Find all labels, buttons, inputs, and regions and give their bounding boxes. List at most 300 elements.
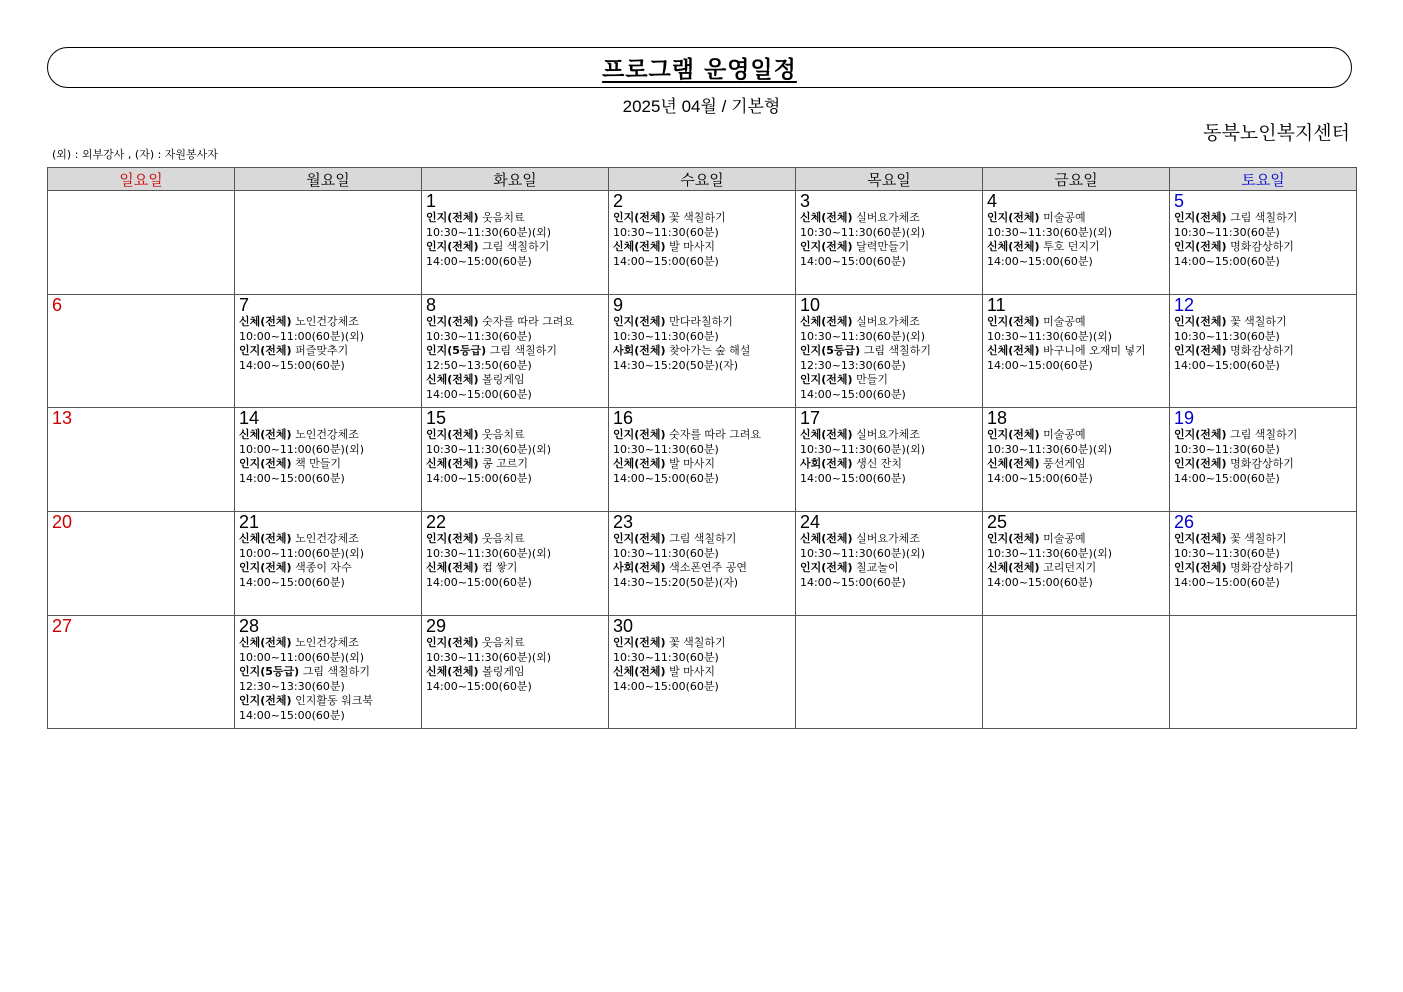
- weekday-header-monday: 월요일: [235, 168, 422, 191]
- event-time: 10:30~11:30(60분): [1174, 546, 1280, 560]
- calendar-day-cell: [609, 512, 796, 616]
- weekday-header-saturday: 토요일: [1170, 168, 1357, 191]
- program-event: [239, 428, 417, 457]
- event-category: 인지(전체): [426, 636, 479, 649]
- event-time: 14:00~15:00(60분): [1174, 358, 1280, 372]
- program-event: [1174, 428, 1352, 457]
- event-time: 10:30~11:30(60분)(외): [987, 442, 1113, 456]
- event-category: 인지(전체): [1174, 344, 1227, 357]
- event-category: 신체(전체): [987, 457, 1040, 470]
- program-event: [987, 211, 1165, 240]
- program-event: [800, 315, 978, 344]
- event-time: 14:00~15:00(60분): [239, 358, 345, 372]
- calendar-body: [48, 191, 1357, 729]
- event-time: 10:00~11:00(60분)(외): [239, 650, 365, 664]
- program-event: [1174, 561, 1352, 590]
- event-time: 14:30~15:20(50분)(자): [613, 358, 739, 372]
- event-name: 실버요가체조: [856, 428, 920, 441]
- program-event: [987, 344, 1165, 373]
- event-time: 14:00~15:00(60분): [800, 387, 906, 401]
- program-event: [426, 561, 604, 590]
- event-time: 14:00~15:00(60분): [1174, 254, 1280, 268]
- event-name: 만들기: [856, 373, 888, 386]
- event-time: 10:30~11:30(60분)(외): [800, 546, 926, 560]
- event-category: 인지(전체): [1174, 240, 1227, 253]
- program-event: [987, 240, 1165, 269]
- event-category: 신체(전체): [800, 428, 853, 441]
- event-time: 10:30~11:30(60분): [613, 225, 719, 239]
- event-time: 14:00~15:00(60분): [613, 471, 719, 485]
- calendar-empty-cell: [983, 616, 1170, 729]
- day-number: 11: [987, 295, 1006, 315]
- program-event: [239, 694, 417, 723]
- event-name: 실버요가체조: [856, 532, 920, 545]
- event-name: 노인건강체조: [295, 428, 359, 441]
- event-time: 14:00~15:00(60분): [1174, 575, 1280, 589]
- event-time: 14:00~15:00(60분): [613, 254, 719, 268]
- event-time: 14:00~15:00(60분): [800, 254, 906, 268]
- event-name: 볼링게임: [482, 665, 525, 678]
- program-event: [1174, 532, 1352, 561]
- event-category: 신체(전체): [800, 532, 853, 545]
- event-name: 명화감상하기: [1230, 561, 1294, 574]
- day-number: 30: [613, 616, 634, 636]
- program-event: [613, 457, 791, 486]
- program-event: [239, 636, 417, 665]
- event-time: 14:00~15:00(60분): [426, 679, 532, 693]
- event-time: 10:30~11:30(60분): [613, 442, 719, 456]
- event-name: 노인건강체조: [295, 532, 359, 545]
- weekday-header-sunday: 일요일: [48, 168, 235, 191]
- event-name: 만다라칠하기: [669, 315, 733, 328]
- event-name: 생신 잔치: [856, 457, 903, 470]
- day-number: 2: [613, 191, 624, 211]
- event-category: 인지(전체): [613, 211, 666, 224]
- calendar-day-cell: [609, 408, 796, 512]
- program-event: [239, 457, 417, 486]
- day-number: 4: [987, 191, 998, 211]
- calendar-day-cell: [796, 512, 983, 616]
- event-time: 14:00~15:00(60분): [800, 471, 906, 485]
- calendar-week-row: [48, 191, 1357, 295]
- event-name: 미술공예: [1043, 532, 1086, 545]
- event-time: 14:00~15:00(60분): [239, 708, 345, 722]
- calendar-day-cell: [1170, 408, 1357, 512]
- event-category: 인지(전체): [1174, 457, 1227, 470]
- day-number: 12: [1174, 295, 1195, 315]
- event-time: 10:00~11:00(60분)(외): [239, 329, 365, 343]
- event-time: 14:00~15:00(60분): [613, 679, 719, 693]
- event-category: 인지(전체): [800, 373, 853, 386]
- event-name: 퍼즐맞추기: [295, 344, 349, 357]
- event-name: 달력만들기: [856, 240, 910, 253]
- event-category: 신체(전체): [987, 344, 1040, 357]
- event-name: 웃음치료: [482, 211, 525, 224]
- program-event: [613, 344, 791, 373]
- event-name: 웃음치료: [482, 428, 525, 441]
- program-event: [426, 428, 604, 457]
- program-event: [239, 561, 417, 590]
- day-number: 7: [239, 295, 250, 315]
- day-number: 13: [52, 408, 73, 428]
- event-category: 신체(전체): [239, 428, 292, 441]
- event-category: 인지(전체): [426, 240, 479, 253]
- event-name: 실버요가체조: [856, 211, 920, 224]
- event-name: 책 만들기: [295, 457, 342, 470]
- event-category: 인지(전체): [1174, 561, 1227, 574]
- event-name: 명화감상하기: [1230, 457, 1294, 470]
- event-category: 인지(전체): [1174, 211, 1227, 224]
- event-time: 10:30~11:30(60분): [1174, 225, 1280, 239]
- event-time: 10:00~11:00(60분)(외): [239, 546, 365, 560]
- event-category: 인지(전체): [987, 532, 1040, 545]
- event-category: 인지(전체): [613, 532, 666, 545]
- calendar-week-row: [48, 408, 1357, 512]
- day-number: 16: [613, 408, 634, 428]
- event-category: 신체(전체): [426, 665, 479, 678]
- calendar-day-cell: [796, 408, 983, 512]
- day-number: 15: [426, 408, 447, 428]
- event-name: 색소폰연주 공연: [669, 561, 747, 574]
- event-name: 찾아가는 숲 해설: [669, 344, 751, 357]
- event-time: 10:30~11:30(60분): [1174, 442, 1280, 456]
- program-event: [426, 315, 604, 344]
- calendar-day-cell: [796, 191, 983, 295]
- day-number: 26: [1174, 512, 1195, 532]
- day-number: 3: [800, 191, 811, 211]
- program-event: [613, 532, 791, 561]
- program-event: [426, 373, 604, 402]
- calendar-day-cell: [422, 512, 609, 616]
- event-category: 사회(전체): [800, 457, 853, 470]
- event-name: 인지활동 워크북: [295, 694, 373, 707]
- event-time: 14:00~15:00(60분): [987, 575, 1093, 589]
- calendar-day-cell: [235, 616, 422, 729]
- event-name: 고리던지기: [1043, 561, 1097, 574]
- event-category: 신체(전체): [800, 211, 853, 224]
- day-number: 18: [987, 408, 1008, 428]
- program-event: [987, 428, 1165, 457]
- calendar-table: [47, 167, 1357, 729]
- event-time: 14:00~15:00(60분): [426, 254, 532, 268]
- day-number: 10: [800, 295, 821, 315]
- event-name: 컵 쌓기: [482, 561, 518, 574]
- legend: (외) : 외부강사 , (자) : 자원봉사자: [52, 148, 218, 161]
- weekday-header-tuesday: 화요일: [422, 168, 609, 191]
- event-category: 신체(전체): [800, 315, 853, 328]
- event-category: 신체(전체): [426, 457, 479, 470]
- day-number: 9: [613, 295, 624, 315]
- event-category: 인지(전체): [987, 211, 1040, 224]
- calendar-day-cell: [235, 408, 422, 512]
- event-time: 14:00~15:00(60분): [800, 575, 906, 589]
- calendar-day-cell: [609, 191, 796, 295]
- page-title: 프로그램 운영일정: [602, 57, 797, 83]
- program-event: [426, 532, 604, 561]
- weekday-header-thursday: 목요일: [796, 168, 983, 191]
- page-subtitle: 2025년 04월 / 기본형: [622, 97, 781, 116]
- title-box: [47, 47, 1352, 88]
- event-name: 노인건강체조: [295, 315, 359, 328]
- event-name: 그림 색칠하기: [863, 344, 931, 357]
- event-name: 미술공예: [1043, 211, 1086, 224]
- calendar-day-cell: [422, 616, 609, 729]
- event-category: 신체(전체): [239, 315, 292, 328]
- day-number: 28: [239, 616, 260, 636]
- event-name: 칠교놀이: [856, 561, 899, 574]
- event-category: 신체(전체): [426, 373, 479, 386]
- event-time: 10:30~11:30(60분)(외): [426, 546, 552, 560]
- calendar-day-cell: [48, 408, 235, 512]
- event-time: 10:30~11:30(60분): [613, 546, 719, 560]
- calendar-day-cell: [609, 616, 796, 729]
- event-time: 14:00~15:00(60분): [1174, 471, 1280, 485]
- event-name: 웃음치료: [482, 532, 525, 545]
- event-name: 바구니에 오재미 넣기: [1043, 344, 1146, 357]
- event-time: 10:30~11:30(60분)(외): [987, 225, 1113, 239]
- calendar-day-cell: [609, 295, 796, 408]
- program-event: [800, 561, 978, 590]
- program-event: [1174, 344, 1352, 373]
- event-name: 미술공예: [1043, 428, 1086, 441]
- event-time: 10:30~11:30(60분)(외): [800, 329, 926, 343]
- event-time: 14:30~15:20(50분)(자): [613, 575, 739, 589]
- program-event: [987, 457, 1165, 486]
- calendar-day-cell: [48, 512, 235, 616]
- event-name: 볼링게임: [482, 373, 525, 386]
- program-event: [613, 636, 791, 665]
- event-time: 10:30~11:30(60분)(외): [426, 442, 552, 456]
- event-name: 명화감상하기: [1230, 240, 1294, 253]
- event-category: 사회(전체): [613, 344, 666, 357]
- event-category: 인지(전체): [800, 240, 853, 253]
- event-name: 꽃 색칠하기: [1230, 532, 1287, 545]
- day-number: 23: [613, 512, 634, 532]
- program-event: [800, 532, 978, 561]
- program-event: [1174, 240, 1352, 269]
- event-category: 신체(전체): [613, 457, 666, 470]
- day-number: 17: [800, 408, 821, 428]
- program-event: [613, 665, 791, 694]
- event-name: 미술공예: [1043, 315, 1086, 328]
- program-event: [987, 315, 1165, 344]
- event-category: 인지(전체): [239, 457, 292, 470]
- program-event: [613, 428, 791, 457]
- calendar-day-cell: [235, 295, 422, 408]
- program-event: [239, 532, 417, 561]
- event-category: 인지(전체): [1174, 532, 1227, 545]
- event-category: 인지(전체): [613, 636, 666, 649]
- program-event: [426, 665, 604, 694]
- event-name: 꽃 색칠하기: [669, 211, 726, 224]
- calendar-week-row: [48, 295, 1357, 408]
- day-number: 21: [239, 512, 260, 532]
- calendar-week-row: [48, 512, 1357, 616]
- program-event: [800, 428, 978, 457]
- program-event: [800, 373, 978, 402]
- day-number: 20: [52, 512, 73, 532]
- calendar-day-cell: [422, 295, 609, 408]
- calendar-day-cell: [983, 295, 1170, 408]
- calendar-day-cell: [983, 512, 1170, 616]
- calendar-day-cell: [48, 295, 235, 408]
- event-category: 인지(전체): [613, 428, 666, 441]
- event-category: 신체(전체): [987, 561, 1040, 574]
- event-time: 10:00~11:00(60분)(외): [239, 442, 365, 456]
- event-time: 14:00~15:00(60분): [987, 254, 1093, 268]
- event-name: 콩 고르기: [482, 457, 529, 470]
- event-category: 신체(전체): [239, 636, 292, 649]
- event-name: 투호 던지기: [1043, 240, 1100, 253]
- event-time: 12:30~13:30(60분): [800, 358, 906, 372]
- program-event: [239, 315, 417, 344]
- event-category: 인지(전체): [426, 532, 479, 545]
- event-category: 인지(5등급): [800, 344, 861, 357]
- program-event: [613, 315, 791, 344]
- event-name: 색종이 자수: [295, 561, 352, 574]
- program-event: [426, 344, 604, 373]
- program-event: [800, 457, 978, 486]
- center-name: 동북노인복지센터: [1203, 122, 1350, 144]
- event-time: 10:30~11:30(60분)(외): [987, 546, 1113, 560]
- event-time: 10:30~11:30(60분): [613, 329, 719, 343]
- day-number: 27: [52, 616, 73, 636]
- calendar-day-cell: [1170, 295, 1357, 408]
- event-name: 그림 색칠하기: [302, 665, 370, 678]
- program-event: [987, 561, 1165, 590]
- event-category: 인지(5등급): [426, 344, 487, 357]
- event-name: 그림 색칠하기: [1230, 211, 1298, 224]
- event-time: 10:30~11:30(60분)(외): [426, 225, 552, 239]
- calendar-day-cell: [422, 408, 609, 512]
- event-category: 인지(전체): [613, 315, 666, 328]
- event-category: 인지(전체): [800, 561, 853, 574]
- weekday-header-friday: 금요일: [983, 168, 1170, 191]
- program-event: [426, 457, 604, 486]
- event-category: 신체(전체): [426, 561, 479, 574]
- weekday-header-wednesday: 수요일: [609, 168, 796, 191]
- day-number: 25: [987, 512, 1008, 532]
- event-name: 꽃 색칠하기: [1230, 315, 1287, 328]
- event-time: 14:00~15:00(60분): [426, 575, 532, 589]
- event-category: 신체(전체): [987, 240, 1040, 253]
- event-category: 신체(전체): [239, 532, 292, 545]
- event-category: 인지(5등급): [239, 665, 300, 678]
- calendar-day-cell: [983, 408, 1170, 512]
- event-name: 발 마사지: [669, 240, 716, 253]
- day-number: 19: [1174, 408, 1195, 428]
- event-time: 12:30~13:30(60분): [239, 679, 345, 693]
- program-event: [613, 561, 791, 590]
- event-category: 인지(전체): [426, 211, 479, 224]
- event-time: 10:30~11:30(60분): [1174, 329, 1280, 343]
- event-time: 14:00~15:00(60분): [426, 387, 532, 401]
- calendar-empty-cell: [1170, 616, 1357, 729]
- event-name: 꽃 색칠하기: [669, 636, 726, 649]
- calendar-day-cell: [1170, 191, 1357, 295]
- weekday-header-row: [48, 168, 1357, 191]
- calendar-day-cell: [48, 616, 235, 729]
- program-event: [426, 636, 604, 665]
- event-category: 인지(전체): [239, 344, 292, 357]
- program-event: [239, 665, 417, 694]
- day-number: 14: [239, 408, 260, 428]
- program-event: [426, 211, 604, 240]
- program-event: [1174, 211, 1352, 240]
- event-name: 그림 색칠하기: [489, 344, 557, 357]
- event-time: 14:00~15:00(60분): [239, 575, 345, 589]
- day-number: 8: [426, 295, 437, 315]
- event-category: 인지(전체): [239, 561, 292, 574]
- event-category: 인지(전체): [426, 315, 479, 328]
- event-category: 인지(전체): [1174, 428, 1227, 441]
- event-time: 10:30~11:30(60분)(외): [987, 329, 1113, 343]
- event-name: 풍선게임: [1043, 457, 1086, 470]
- program-event: [426, 240, 604, 269]
- program-event: [1174, 457, 1352, 486]
- program-event: [800, 240, 978, 269]
- event-name: 숫자를 따라 그려요: [482, 315, 575, 328]
- calendar-day-cell: [235, 512, 422, 616]
- event-category: 인지(전체): [987, 428, 1040, 441]
- event-name: 실버요가체조: [856, 315, 920, 328]
- day-number: 24: [800, 512, 821, 532]
- calendar-day-cell: [983, 191, 1170, 295]
- event-category: 인지(전체): [987, 315, 1040, 328]
- event-category: 인지(전체): [239, 694, 292, 707]
- event-name: 그림 색칠하기: [669, 532, 737, 545]
- program-event: [613, 240, 791, 269]
- program-event: [800, 211, 978, 240]
- event-name: 노인건강체조: [295, 636, 359, 649]
- calendar-empty-cell: [796, 616, 983, 729]
- program-event: [987, 532, 1165, 561]
- event-time: 10:30~11:30(60분)(외): [426, 650, 552, 664]
- day-number: 22: [426, 512, 447, 532]
- event-name: 숫자를 따라 그려요: [669, 428, 762, 441]
- event-time: 10:30~11:30(60분): [426, 329, 532, 343]
- calendar-day-cell: [422, 191, 609, 295]
- program-event: [239, 344, 417, 373]
- day-number: 1: [426, 191, 437, 211]
- event-category: 인지(전체): [426, 428, 479, 441]
- event-time: 14:00~15:00(60분): [239, 471, 345, 485]
- event-name: 웃음치료: [482, 636, 525, 649]
- day-number: 5: [1174, 191, 1185, 211]
- event-time: 10:30~11:30(60분)(외): [800, 442, 926, 456]
- event-time: 14:00~15:00(60분): [987, 358, 1093, 372]
- event-time: 14:00~15:00(60분): [987, 471, 1093, 485]
- event-name: 발 마사지: [669, 665, 716, 678]
- program-event: [1174, 315, 1352, 344]
- event-time: 14:00~15:00(60분): [426, 471, 532, 485]
- calendar-empty-cell: [235, 191, 422, 295]
- day-number: 6: [52, 295, 63, 315]
- event-category: 신체(전체): [613, 665, 666, 678]
- event-name: 발 마사지: [669, 457, 716, 470]
- event-category: 사회(전체): [613, 561, 666, 574]
- event-time: 12:50~13:50(60분): [426, 358, 532, 372]
- event-category: 신체(전체): [613, 240, 666, 253]
- event-time: 10:30~11:30(60분): [613, 650, 719, 664]
- event-name: 명화감상하기: [1230, 344, 1294, 357]
- event-time: 10:30~11:30(60분)(외): [800, 225, 926, 239]
- event-name: 그림 색칠하기: [1230, 428, 1298, 441]
- day-number: 29: [426, 616, 447, 636]
- program-event: [800, 344, 978, 373]
- calendar-empty-cell: [48, 191, 235, 295]
- event-name: 그림 색칠하기: [482, 240, 550, 253]
